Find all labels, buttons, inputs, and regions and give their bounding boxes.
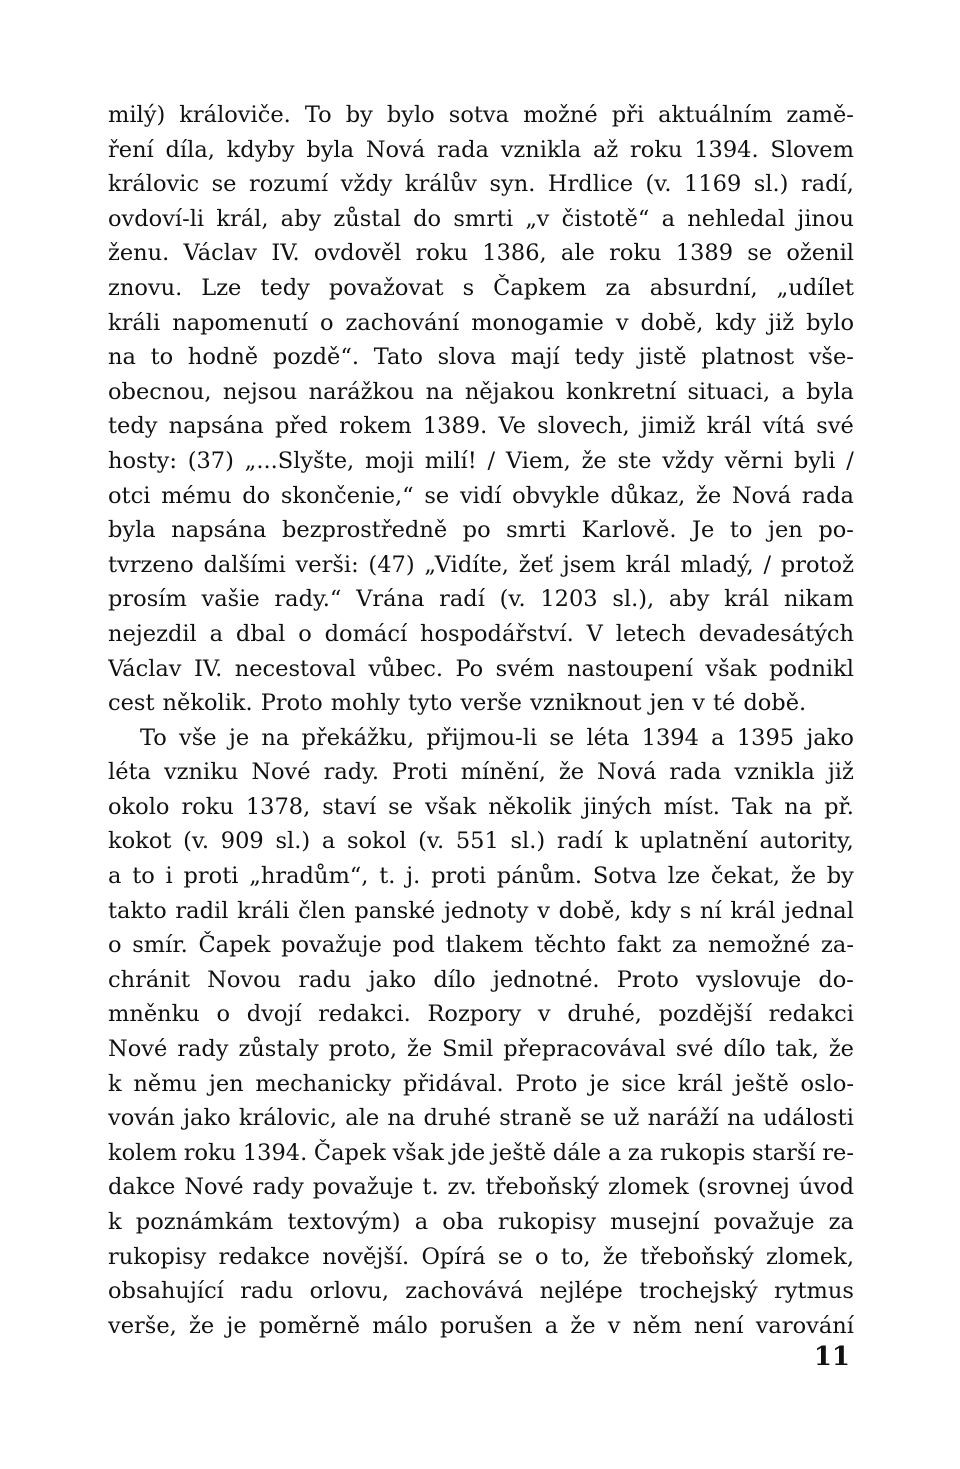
text-line: k němu jen mechanicky přidával. Proto je sice král ještě oslo- — [108, 1070, 854, 1097]
text-line: rukopisy redakce novější. Opírá se o to, že třeboňský zlomek, — [108, 1243, 854, 1270]
page-number: 11 — [813, 1342, 850, 1372]
text-line: obsahující radu orlovu, zachovává nejlépe trochejský rytmus — [108, 1278, 854, 1305]
text-line: ovdoví-li král, aby zůstal do smrti „v čistotě“ a nehledal jinou — [108, 205, 854, 232]
text-line: Nové rady zůstaly proto, že Smil přepracovával své dílo tak, že — [108, 1036, 854, 1063]
text-line: kolem roku 1394. Čapek však jde ještě dále a za rukopis starší re- — [108, 1139, 854, 1166]
body-text — [108, 98, 854, 1343]
text-line: chránit Novou radu jako dílo jednotné. Proto vyslovuje do- — [108, 966, 854, 993]
text-line: na to hodně pozdě“. Tato slova mají tedy jistě platnost vše- — [108, 344, 854, 371]
text-line: takto radil králi člen panské jednoty v době, kdy s ní král jednal — [108, 897, 854, 924]
text-line: vován jako královic, ale na druhé straně se už naráží na události — [108, 1105, 854, 1132]
paragraph — [108, 721, 854, 1344]
text-line: obecnou, nejsou narážkou na nějakou konkretní situaci, a byla — [108, 378, 854, 405]
text-line: hosty: (37) „...Slyšte, moji milí! / Viem, že ste vždy věrni byli / — [108, 447, 854, 474]
paragraph — [108, 98, 854, 721]
text-line: tvrzeno dalšími verši: (47) „Vidíte, žeť jsem král mladý, / protož — [108, 551, 854, 578]
text-line: králi napomenutí o zachování monogamie v době, kdy již bylo — [108, 309, 854, 336]
text-line: o smír. Čapek považuje pod tlakem těchto fakt za nemožné za- — [108, 932, 854, 959]
text-line: Václav IV. necestoval vůbec. Po svém nastoupení však podnikl — [108, 655, 854, 682]
text-line: ženu. Václav IV. ovdověl roku 1386, ale roku 1389 se oženil — [108, 240, 854, 267]
text-line: cest několik. Proto mohly tyto verše vzniknout jen v té době. — [108, 690, 807, 717]
text-line: nejezdil a dbal o domácí hospodářství. V letech devadesátých — [108, 620, 854, 647]
text-line: ření díla, kdyby byla Nová rada vznikla až roku 1394. Slovem — [108, 136, 854, 163]
text-line: a to i proti „hradům“, t. j. proti pánům. Sotva lze čekat, že by — [108, 863, 854, 890]
text-line: léta vzniku Nové rady. Proti mínění, že Nová rada vznikla již — [108, 759, 854, 786]
text-line: prosím vašie rady.“ Vrána radí (v. 1203 sl.), aby král nikam — [108, 586, 854, 613]
text-line: To vše je na překážku, přijmou-li se léta 1394 a 1395 jako — [140, 724, 854, 751]
text-line: tedy napsána před rokem 1389. Ve slovech, jimiž král vítá své — [108, 413, 854, 440]
text-line: dakce Nové rady považuje t. zv. třeboňský zlomek (srovnej úvod — [108, 1174, 854, 1201]
text-line: královic se rozumí vždy králův syn. Hrdlice (v. 1169 sl.) radí, — [108, 171, 854, 198]
text-line: verše, že je poměrně málo porušen a že v něm není varování — [108, 1312, 854, 1339]
text-line: milý) královiče. To by bylo sotva možné při aktuálním zamě- — [108, 102, 854, 128]
text-line: znovu. Lze tedy považovat s Čapkem za absurdní, „udílet — [108, 274, 854, 301]
text-line: mněnku o dvojí redakci. Rozpory v druhé, pozdější redakci — [108, 1001, 854, 1028]
text-line: kokot (v. 909 sl.) a sokol (v. 551 sl.) radí k uplatnění autority, — [108, 828, 854, 855]
text-line: k poznámkám textovým) a oba rukopisy musejní považuje za — [108, 1209, 854, 1235]
text-line: byla napsána bezprostředně po smrti Karlově. Je to jen po- — [108, 517, 854, 544]
text-line: otci mému do skončenie,“ se vidí obvykle důkaz, že Nová rada — [108, 482, 854, 509]
text-line: okolo roku 1378, staví se však několik jiných míst. Tak na př. — [108, 793, 854, 820]
